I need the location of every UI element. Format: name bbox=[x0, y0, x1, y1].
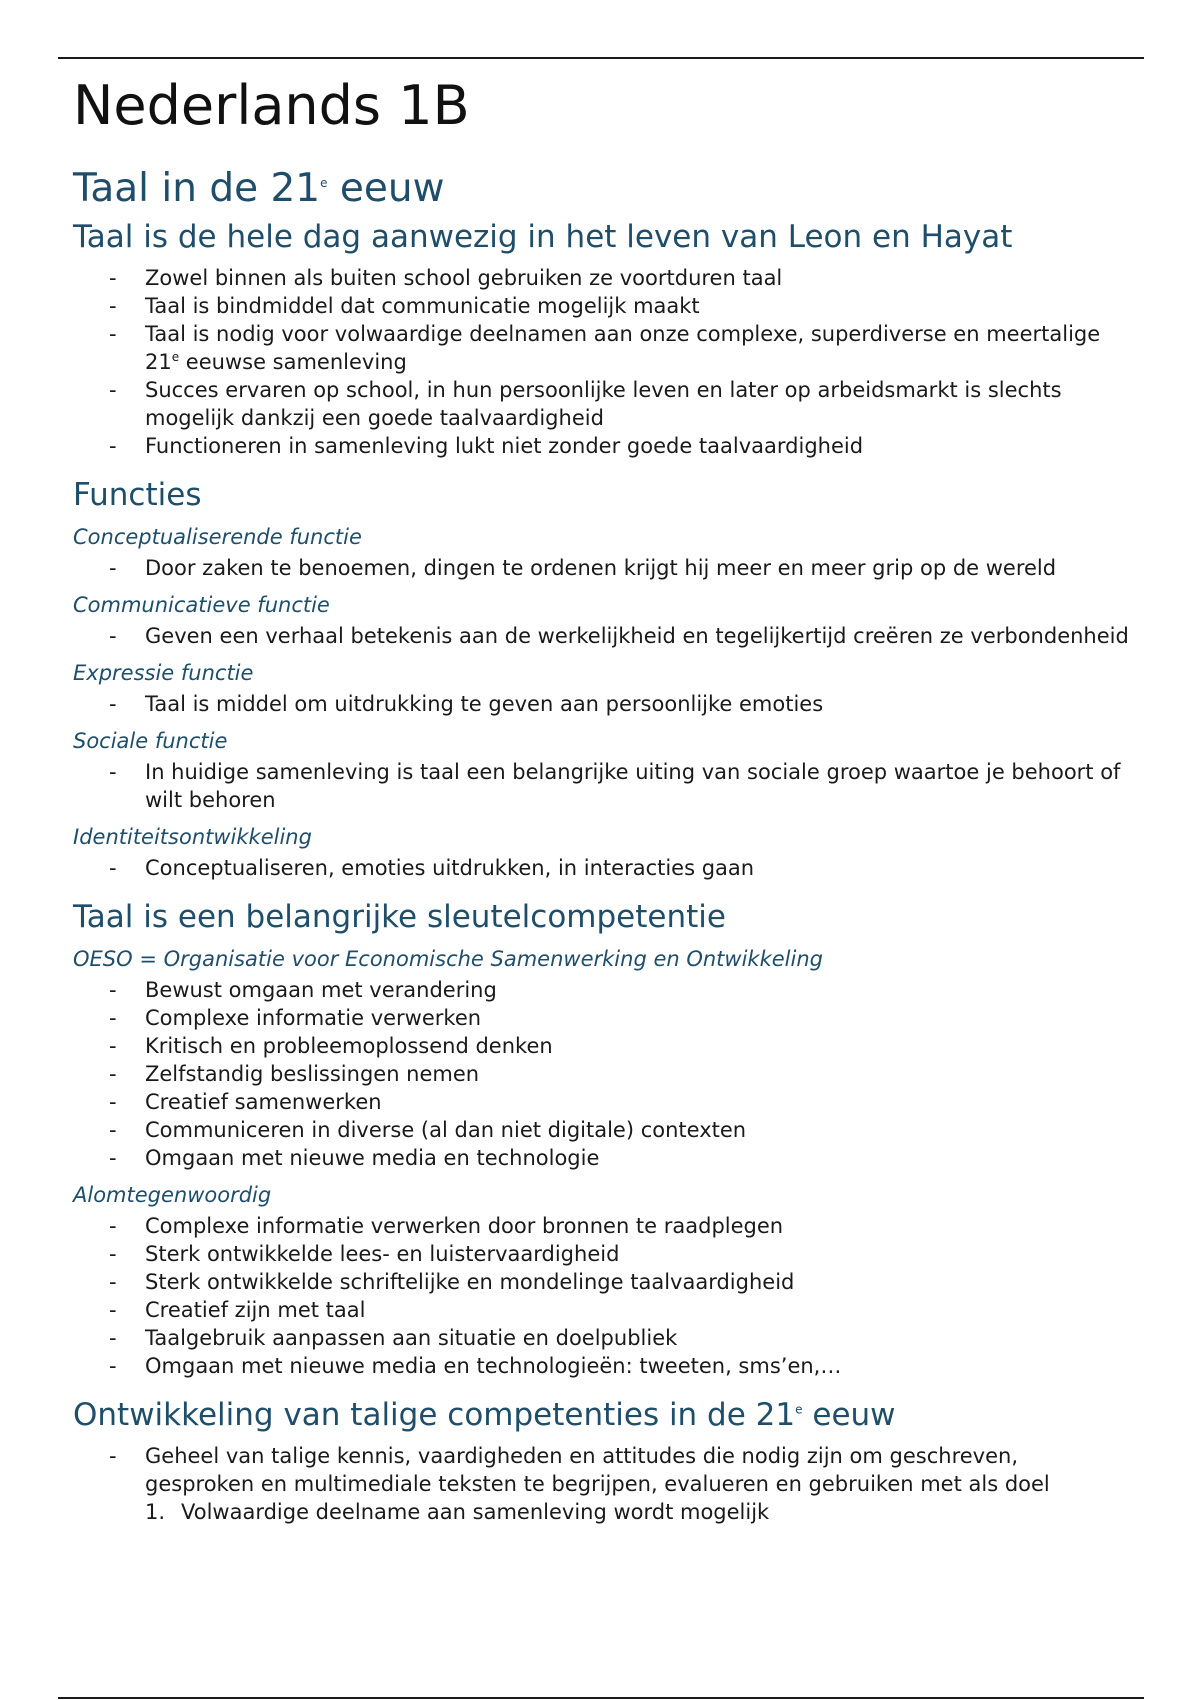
list-item: - Zowel binnen als buiten school gebruiken ze voortduren taal bbox=[109, 266, 783, 290]
bullet-list-ontwikkeling bbox=[73, 1442, 1133, 1498]
top-rule bbox=[58, 57, 1144, 59]
label-conceptualiserende: Conceptualiserende functie bbox=[73, 525, 362, 549]
document-page bbox=[73, 70, 1133, 1526]
subheading-functies: Functies bbox=[73, 477, 202, 513]
document-title: Nederlands 1B bbox=[73, 74, 470, 137]
bullet-list-alomtegenwoordig bbox=[73, 1212, 1133, 1380]
list-item: - Taal is middel om uitdrukking te geven aan persoonlijke emoties bbox=[109, 692, 824, 716]
list-item: - Zelfstandig beslissingen nemen bbox=[109, 1062, 480, 1086]
bullet-list-oeso bbox=[73, 976, 1133, 1172]
list-item: - Bewust omgaan met verandering bbox=[109, 978, 497, 1002]
list-item: - Geheel van talige kennis, vaardigheden en attitudes die nodig zijn om geschreven, gesproken en multimediale teksten te begrijpen, evalueren en gebruiken met als doel bbox=[109, 1444, 1050, 1496]
list-item: - Taalgebruik aanpassen aan situatie en doelpubliek bbox=[109, 1326, 678, 1350]
label-alomtegenwoordig: Alomtegenwoordig bbox=[73, 1183, 272, 1207]
list-item: - Omgaan met nieuwe media en technologieën: tweeten, sms’en,… bbox=[109, 1354, 842, 1378]
subheading-ontwikkeling: Ontwikkeling van talige competenties in de 21e eeuw bbox=[73, 1397, 896, 1433]
list-item: - Omgaan met nieuwe media en technologie bbox=[109, 1146, 600, 1170]
functies-groups bbox=[73, 522, 1133, 882]
label-expressie: Expressie functie bbox=[73, 661, 254, 685]
list-item: - Creatief samenwerken bbox=[109, 1090, 382, 1114]
list-item: - Sterk ontwikkelde lees- en luistervaardigheid bbox=[109, 1242, 620, 1266]
list-item: - Communiceren in diverse (al dan niet digitale) contexten bbox=[109, 1118, 747, 1142]
label-communicatieve: Communicatieve functie bbox=[73, 593, 330, 617]
subheading-taal-hele-dag: Taal is de hele dag aanwezig in het leven van Leon en Hayat bbox=[73, 219, 1013, 255]
list-item: - Sterk ontwikkelde schriftelijke en mondelinge taalvaardigheid bbox=[109, 1270, 795, 1294]
list-item: - Geven een verhaal betekenis aan de werkelijkheid en tegelijkertijd creëren ze verbondenheid bbox=[109, 624, 1129, 648]
list-item: - Kritisch en probleemoplossend denken bbox=[109, 1034, 553, 1058]
list-item: - Complexe informatie verwerken bbox=[109, 1006, 482, 1030]
list-item: - Taal is bindmiddel dat communicatie mogelijk maakt bbox=[109, 294, 700, 318]
label-oeso: OESO = Organisatie voor Economische Samenwerking en Ontwikkeling bbox=[73, 947, 823, 971]
list-item: - In huidige samenleving is taal een belangrijke uiting van sociale groep waartoe je behoort of wilt behoren bbox=[109, 760, 1121, 812]
list-item: - Complexe informatie verwerken door bronnen te raadplegen bbox=[109, 1214, 784, 1238]
numbered-item: 1. Volwaardige deelname aan samenleving wordt mogelijk bbox=[145, 1500, 770, 1524]
list-item: - Succes ervaren op school, in hun persoonlijke leven en later op arbeidsmarkt is slechts mogelijk dankzij een goede taalvaardigheid bbox=[109, 378, 1062, 430]
label-identiteit: Identiteitsontwikkeling bbox=[73, 825, 312, 849]
list-item: - Creatief zijn met taal bbox=[109, 1298, 366, 1322]
label-sociale: Sociale functie bbox=[73, 729, 228, 753]
list-item: - Door zaken te benoemen, dingen te ordenen krijgt hij meer en meer grip op de wereld bbox=[109, 556, 1057, 580]
list-item: - Conceptualiseren, emoties uitdrukken, in interacties gaan bbox=[109, 856, 755, 880]
bullet-list-taal-hele-dag bbox=[73, 264, 1133, 460]
list-item: - Taal is nodig voor volwaardige deelnamen aan onze complexe, superdiverse en meertalige 21e eeuwse samenleving bbox=[109, 322, 1101, 374]
bottom-rule bbox=[58, 1697, 1144, 1699]
list-item: - Functioneren in samenleving lukt niet zonder goede taalvaardigheid bbox=[109, 434, 864, 458]
subheading-sleutelcompetentie: Taal is een belangrijke sleutelcompetentie bbox=[73, 899, 726, 935]
section-heading-taal-21e-eeuw: Taal in de 21e eeuw bbox=[73, 166, 445, 211]
